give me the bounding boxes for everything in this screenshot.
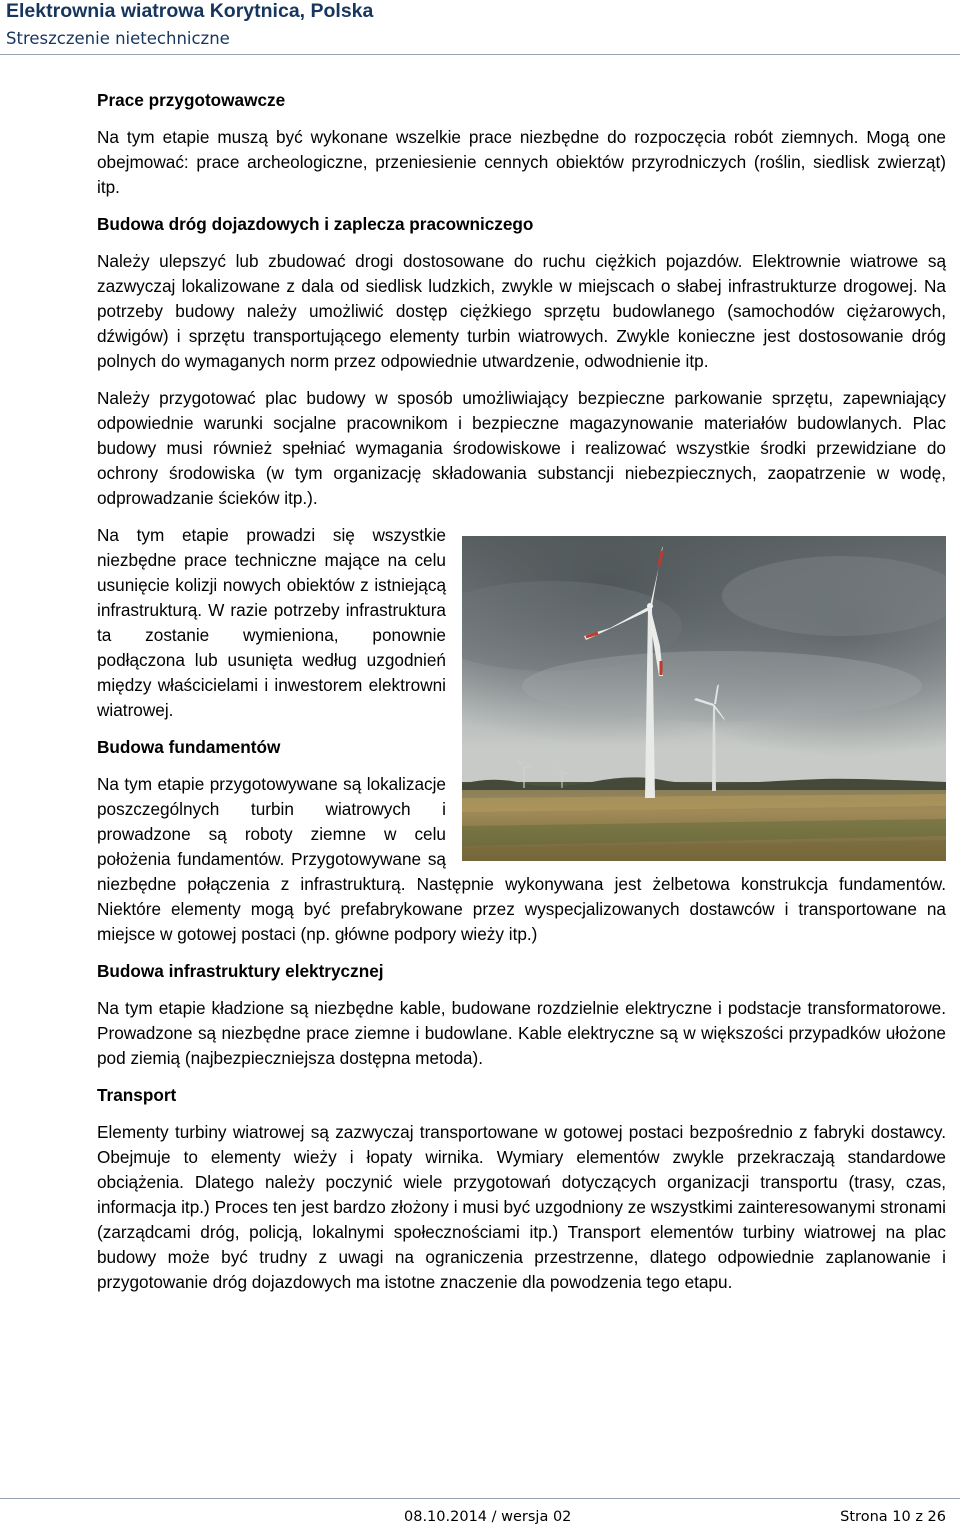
paragraph: Elementy turbiny wiatrowej są zazwyczaj transportowane w gotowej postaci bezpośrednio z fabryki dostawcy. Obejmuje to elementy wieży i łopaty wirnika. Wymiary elementów zwykle przekraczają standardowe obciążenia. Dlatego należy poczynić wiele przygotowań dotyczących organizacji transportu (trasy, czas, informacja itp.) Proces ten jest bardzo złożony i musi być uzgodniony ze wszystkimi zainteresowanymi stronami (zarządcami dróg, policją, lokalnymi społecznościami itp.) Transport elementów turbiny wiatrowej na plac budowy może być trudny z uwagi na ograniczenia przestrzenne, dlatego odpowiednie zaplanowanie i przygotowanie dróg dojazdowych ma istotne znaczenie dla powodzenia tego etapu. xyxy=(97,1122,946,1292)
heading-budowa-fundamentow: Budowa fundamentów xyxy=(97,737,281,757)
wind-turbine-photo xyxy=(462,536,946,861)
page-header xyxy=(0,0,960,56)
page-footer xyxy=(0,1496,960,1529)
paragraph: Na tym etapie muszą być wykonane wszelkie prace niezbędne do rozpoczęcia robót ziemnych. Mogą one obejmować: prace archeologiczne, przeniesienie cennych obiektów przyrodniczych (roślin, siedlisk zwierząt) itp. xyxy=(97,127,946,197)
paragraph: Na tym etapie przygotowywane są lokalizacje poszczególnych turbin wiatrowych i prowadzone są roboty ziemne w celu położenia fundamentów. Przygotowywane są niezbędne połączenia z infrastrukturą. Następnie wykonywana jest żelbetowa konstrukcja fundamentów. Niektóre elementy mogą być prefabrykowane przez wyspecjalizowanych dostawców i transportowane na miejsce w gotowej postaci (np. główne podpory wieży itp.) xyxy=(97,774,946,944)
footer-date-version: 08.10.2014 / wersja 02 xyxy=(404,1509,572,1525)
paragraph: Należy przygotować plac budowy w sposób umożliwiający bezpieczne parkowanie sprzętu, zapewniający odpowiednie warunki socjalne pracownikom i bezpieczne magazynowanie materiałów budowlanych. Plac budowy musi również spełniać wymagania środowiskowe i realizować wszystkie środki przewidziane do ochrony środowiska (w tym organizację składowania substancji niebezpiecznych, zaopatrzenie w wodę, odprowadzanie ścieków itp.). xyxy=(97,388,946,508)
paragraph: Na tym etapie prowadzi się wszystkie niezbędne prace techniczne mające na celu usunięcie kolizji nowych obiektów z istniejącą infrastrukturą. W razie potrzeby infrastruktura ta zostanie wymieniona, ponownie podłączona lub usunięta według uzgodnień między właścicielami i inwestorem elektrowni wiatrowej. xyxy=(97,525,446,720)
wind-turbines-image xyxy=(462,536,946,861)
heading-transport: Transport xyxy=(97,1085,177,1105)
heading-infrastruktura-elektryczna: Budowa infrastruktury elektrycznej xyxy=(97,961,384,981)
document-title: Elektrownia wiatrowa Korytnica, Polska xyxy=(6,0,374,22)
paragraph: Należy ulepszyć lub zbudować drogi dostosowane do ruchu ciężkich pojazdów. Elektrownie wiatrowe są zazwyczaj lokalizowane z dala od siedlisk ludzkich, zwykle w miejscach o słabej infrastrukturze drogowej. Na potrzeby budowy należy umożliwić dostęp ciężkiego sprzętu budowlanego (samochodów ciężarowych, dźwigów) i sprzętu transportującego elementy turbin wiatrowych. Zwykle konieczne jest dostosowanie dróg polnych do wymaganych norm przez odpowiednie utwardzenie, odwodnienie itp. xyxy=(97,251,946,371)
footer-divider xyxy=(0,1498,960,1499)
document-body xyxy=(97,88,946,1295)
heading-budowa-drog: Budowa dróg dojazdowych i zaplecza pracowniczego xyxy=(97,214,534,234)
header-divider xyxy=(0,54,960,55)
paragraph: Na tym etapie kładzione są niezbędne kable, budowane rozdzielnie elektryczne i podstacje transformatorowe. Prowadzone są niezbędne prace ziemne i budowlane. Kable elektryczne są w większości przypadków ułożone pod ziemią (najbezpieczniejsza dostępna metoda). xyxy=(97,998,946,1068)
page-number: Strona 10 z 26 xyxy=(840,1509,946,1525)
heading-prace-przygotowawcze: Prace przygotowawcze xyxy=(97,90,286,110)
document-subtitle: Streszczenie nietechniczne xyxy=(6,29,230,48)
